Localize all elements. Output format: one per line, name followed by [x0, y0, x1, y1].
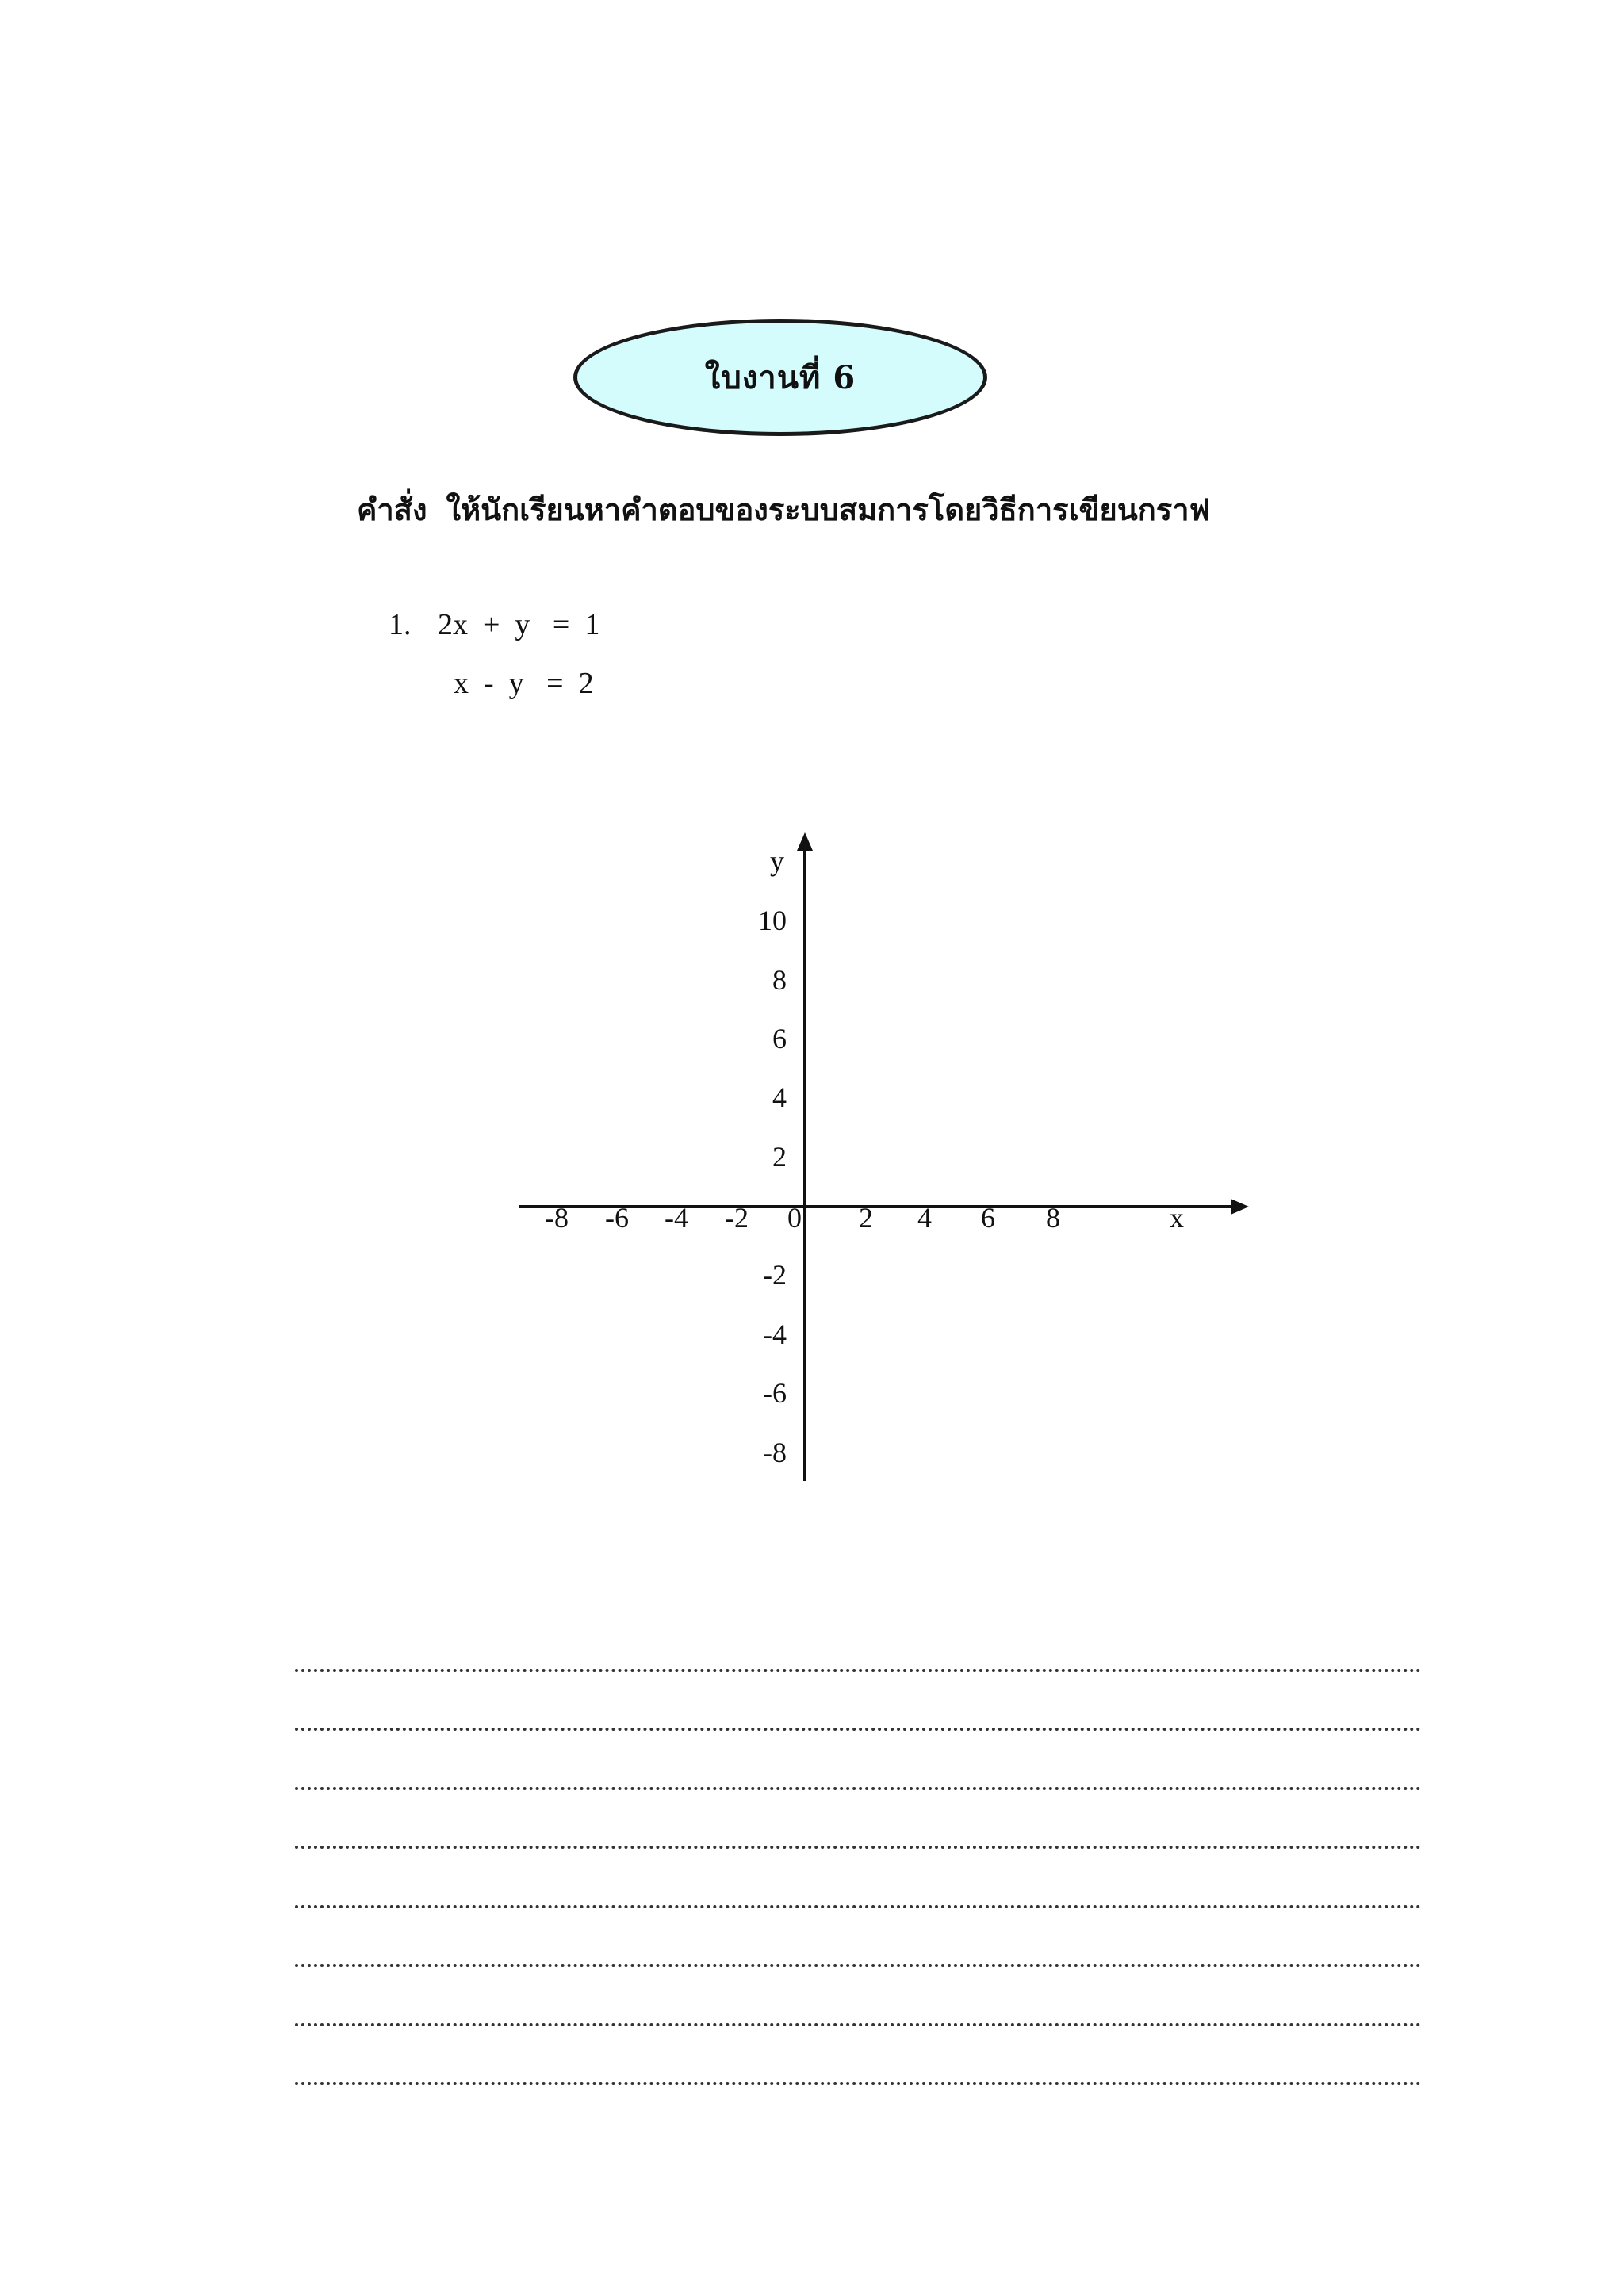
- y-tick-label: -6: [763, 1377, 787, 1409]
- answer-line: [295, 2026, 1421, 2086]
- x-tick-label: -8: [545, 1202, 569, 1234]
- x-tick-label: -4: [665, 1202, 688, 1234]
- x-tick-label: 4: [917, 1202, 932, 1234]
- equation-2: x - y = 2: [454, 667, 594, 700]
- answer-line: [295, 1967, 1421, 2026]
- answer-line: [295, 1908, 1421, 1968]
- x-tick-label: -2: [725, 1202, 749, 1234]
- y-tick-label: 8: [772, 964, 787, 996]
- answer-line: [295, 1849, 1421, 1908]
- y-tick-label: 2: [772, 1141, 787, 1173]
- origin-label: 0: [787, 1202, 802, 1234]
- answer-line: [295, 1613, 1421, 1672]
- y-tick-label: 10: [758, 905, 787, 936]
- x-tick-label: 8: [1046, 1202, 1060, 1234]
- x-tick-label: 2: [859, 1202, 873, 1234]
- x-axis-arrow: [1231, 1199, 1249, 1215]
- y-tick-label: -4: [763, 1318, 787, 1350]
- y-axis-label: y: [770, 845, 784, 877]
- problem-number: 1.: [389, 608, 412, 641]
- x-tick-label: -6: [605, 1202, 629, 1234]
- equation-1: 2x + y = 1: [438, 608, 600, 641]
- y-tick-label: 4: [772, 1081, 787, 1113]
- answer-line: [295, 1731, 1421, 1790]
- y-tick-label: 6: [772, 1023, 787, 1054]
- worksheet-title-oval: [573, 319, 987, 436]
- instruction: [357, 485, 1210, 534]
- instruction-text: ให้นักเรียนหาคำตอบของระบบสมการโดยวิธีการเขียนกราฟ: [446, 492, 1211, 527]
- worksheet-title: ใบงานที่ 6: [704, 359, 856, 396]
- x-tick-label: 6: [981, 1202, 995, 1234]
- answer-lines: [295, 1613, 1421, 2085]
- answer-line: [295, 1672, 1421, 1732]
- answer-line: [295, 1790, 1421, 1850]
- y-tick-label: -2: [763, 1259, 787, 1291]
- y-axis-arrow: [797, 832, 813, 851]
- coordinate-axes: [508, 817, 1261, 1498]
- instruction-lead: คำสั่ง: [357, 492, 427, 527]
- x-axis-label: x: [1170, 1202, 1184, 1234]
- y-tick-label: -8: [763, 1437, 787, 1468]
